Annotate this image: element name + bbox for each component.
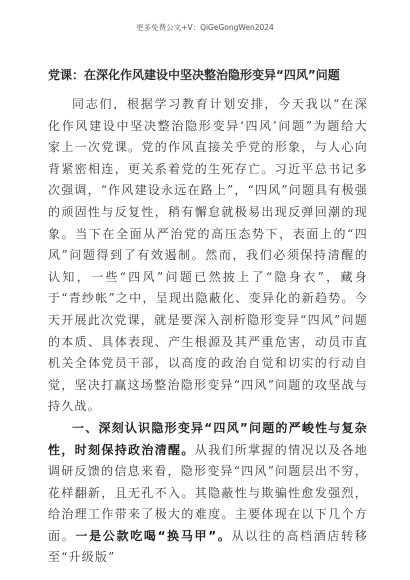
section-one-heading: 一、深刻认识隐形变异“四风”问题的严峻性与复杂性，时刻保持政治清醒。 bbox=[48, 420, 368, 457]
document-body bbox=[48, 94, 368, 569]
document-title: 党课：在深化作风建设中坚决整治隐形变异“四风”问题 bbox=[48, 68, 340, 82]
intro-paragraph bbox=[48, 94, 368, 418]
section-one-text: 从我们所掌握的情况以及各地调研反馈的信息来看，隐形变异“四风”问题层出不穷，花样翻新，且无孔不入。其隐蔽性与欺骗性愈发强烈，给治理工作带来了极大的难度。主要体现在以下几个方面。 bbox=[48, 442, 368, 543]
point-one-text: 从以往的高档酒店转移至“升级版” bbox=[48, 528, 368, 565]
intro-text: 同志们，根据学习教育计划安排，今天我以“在深化作风建设中坚决整治隐形变异‘四风’问题”为题给大家上一次党课。党的作风直接关乎党的形象，与人心向背紧密相连，更关系着党的生死存亡。习近平总书记多次强调，“作风建设永远在路上”，“四风”问题具有极强的顽固性与反复性，稍有懈怠就极易出现反弹回潮的现象。当下在全面从严治党的高压态势下，表面上的“四风”问题得到了有效遏制。然而，我们必须保持清醒的认知，一些“四风”问题已然披上了“隐身衣”，藏身于“青纱帐”之中，呈现出隐蔽化、变异化的新趋势。今天开展此次党课，就是要深入剖析隐形变异“四风”问题的本质、具体表现、产生根源及其严重危害，动员市直机关全体党员干部，以高度的政治自觉和切实的行动自觉，坚决打赢这场整治隐形变异“四风”问题的攻坚战与持久战。 bbox=[48, 97, 368, 414]
page-header: 更多免费公文+V：QiGeGongWen2024 bbox=[136, 23, 274, 32]
point-one-heading: 一是公款吃喝“换马甲”。 bbox=[75, 528, 232, 543]
section-one-paragraph bbox=[48, 418, 368, 569]
